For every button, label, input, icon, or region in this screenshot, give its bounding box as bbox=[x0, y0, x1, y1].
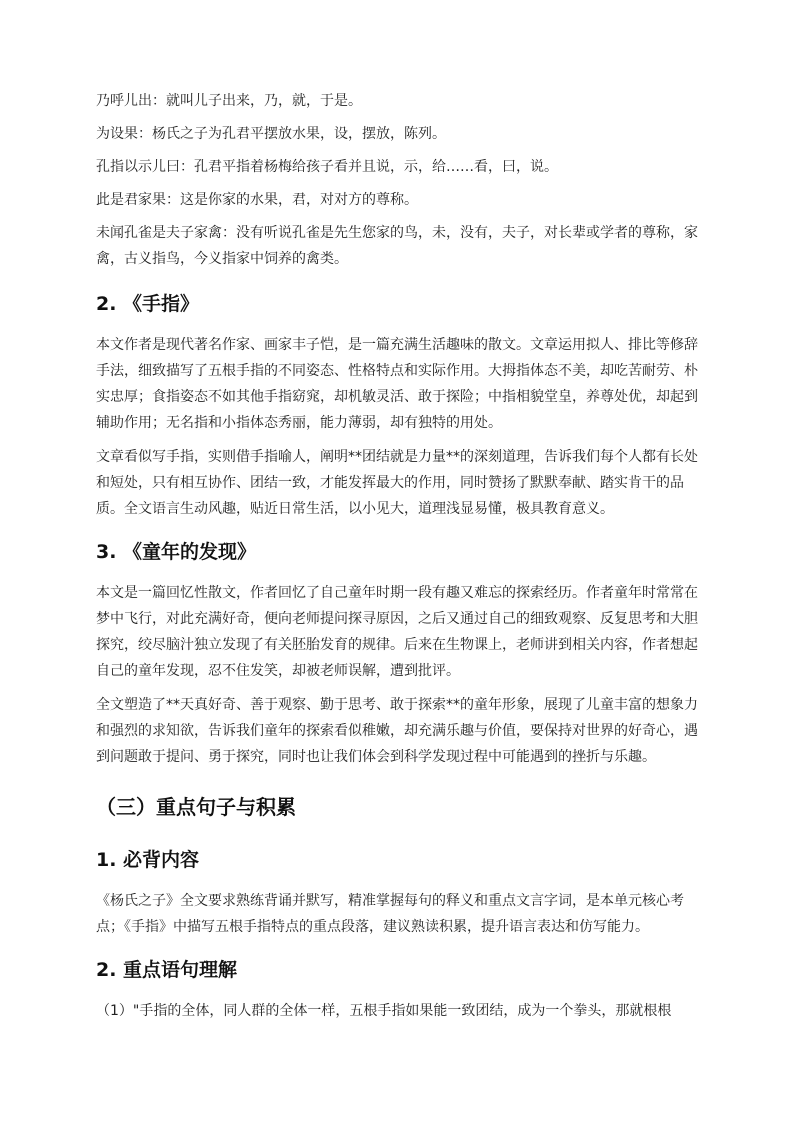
subsection-heading-key-sentences: 2. 重点语句理解 bbox=[96, 959, 238, 981]
gloss-line: 孔指以示儿曰：孔君平指着杨梅给孩子看并且说，示，给……看，曰，说。 bbox=[96, 159, 558, 175]
document-page bbox=[96, 88, 706, 1032]
subsection-paragraph: （1）"手指的全体，同人群的全体一样，五根手指如果能一致团结，成为一个拳头，那就根根 bbox=[96, 1003, 672, 1019]
gloss-line: 未闻孔雀是夫子家禽：没有听说孔雀是先生您家的鸟，未，没有，夫子，对长辈或学者的尊称，家禽，古义指鸟，今义指家中饲养的禽类。 bbox=[96, 225, 698, 267]
gloss-line: 此是君家果：这是你家的水果，君，对对方的尊称。 bbox=[96, 192, 418, 208]
article-paragraph: 文章看似写手指，实则借手指喻人，阐明**团结就是力量**的深刻道理，告诉我们每个人都有长处和短处，只有相互协作、团结一致，才能发挥最大的作用，同时赞扬了默默奉献、踏实肯干的品质。全文语言生动风趣，贴近日常生活，以小见大，道理浅显易懂，极具教育意义。 bbox=[96, 449, 698, 517]
article-paragraph: 全文塑造了**天真好奇、善于观察、勤于思考、敢于探索**的童年形象，展现了儿童丰富的想象力和强烈的求知欲，告诉我们童年的探索看似稚嫩，却充满乐趣与价值，要保持对世界的好奇心，遇到问题敢于提问、勇于探究，同时也让我们体会到科学发现过程中可能遇到的挫折与乐趣。 bbox=[96, 697, 698, 765]
gloss-line: 为设果：杨氏之子为孔君平摆放水果，设，摆放，陈列。 bbox=[96, 126, 446, 142]
section-heading: （三）重点句子与积累 bbox=[96, 795, 296, 819]
article-paragraph: 本文作者是现代著名作家、画家丰子恺，是一篇充满生活趣味的散文。文章运用拟人、排比等修辞手法，细致描写了五根手指的不同姿态、性格特点和实际作用。大拇指体态不美，却吃苦耐劳、朴实忠厚；食指姿态不如其他手指窈窕，却机敏灵活、敢于探险；中指相貌堂皇，养尊处优，却起到辅助作用；无名指和小指体态秀丽，能力薄弱，却有独特的用处。 bbox=[96, 337, 698, 431]
gloss-line: 乃呼儿出：就叫儿子出来，乃，就，于是。 bbox=[96, 93, 362, 109]
article-heading-childhood-discovery: 3. 《童年的发现》 bbox=[96, 541, 257, 563]
article-paragraph: 本文是一篇回忆性散文，作者回忆了自己童年时期一段有趣又难忘的探索经历。作者童年时常常在梦中飞行，对此充满好奇，便向老师提问探寻原因，之后又通过自己的细致观察、反复思考和大胆探究，绞尽脑汁独立发现了有关胚胎发育的规律。后来在生物课上，老师讲到相关内容，作者想起自己的童年发现，忍不住发笑，却被老师误解，遭到批评。 bbox=[96, 585, 698, 679]
subsection-paragraph: 《杨氏之子》全文要求熟练背诵并默写，精准掌握每句的释义和重点文言字词，是本单元核心考点；《手指》中描写五根手指特点的重点段落，建议熟读积累，提升语言表达和仿写能力。 bbox=[96, 893, 684, 935]
subsection-heading-must-recite: 1. 必背内容 bbox=[96, 849, 200, 871]
article-heading-fingers: 2. 《手指》 bbox=[96, 293, 200, 315]
